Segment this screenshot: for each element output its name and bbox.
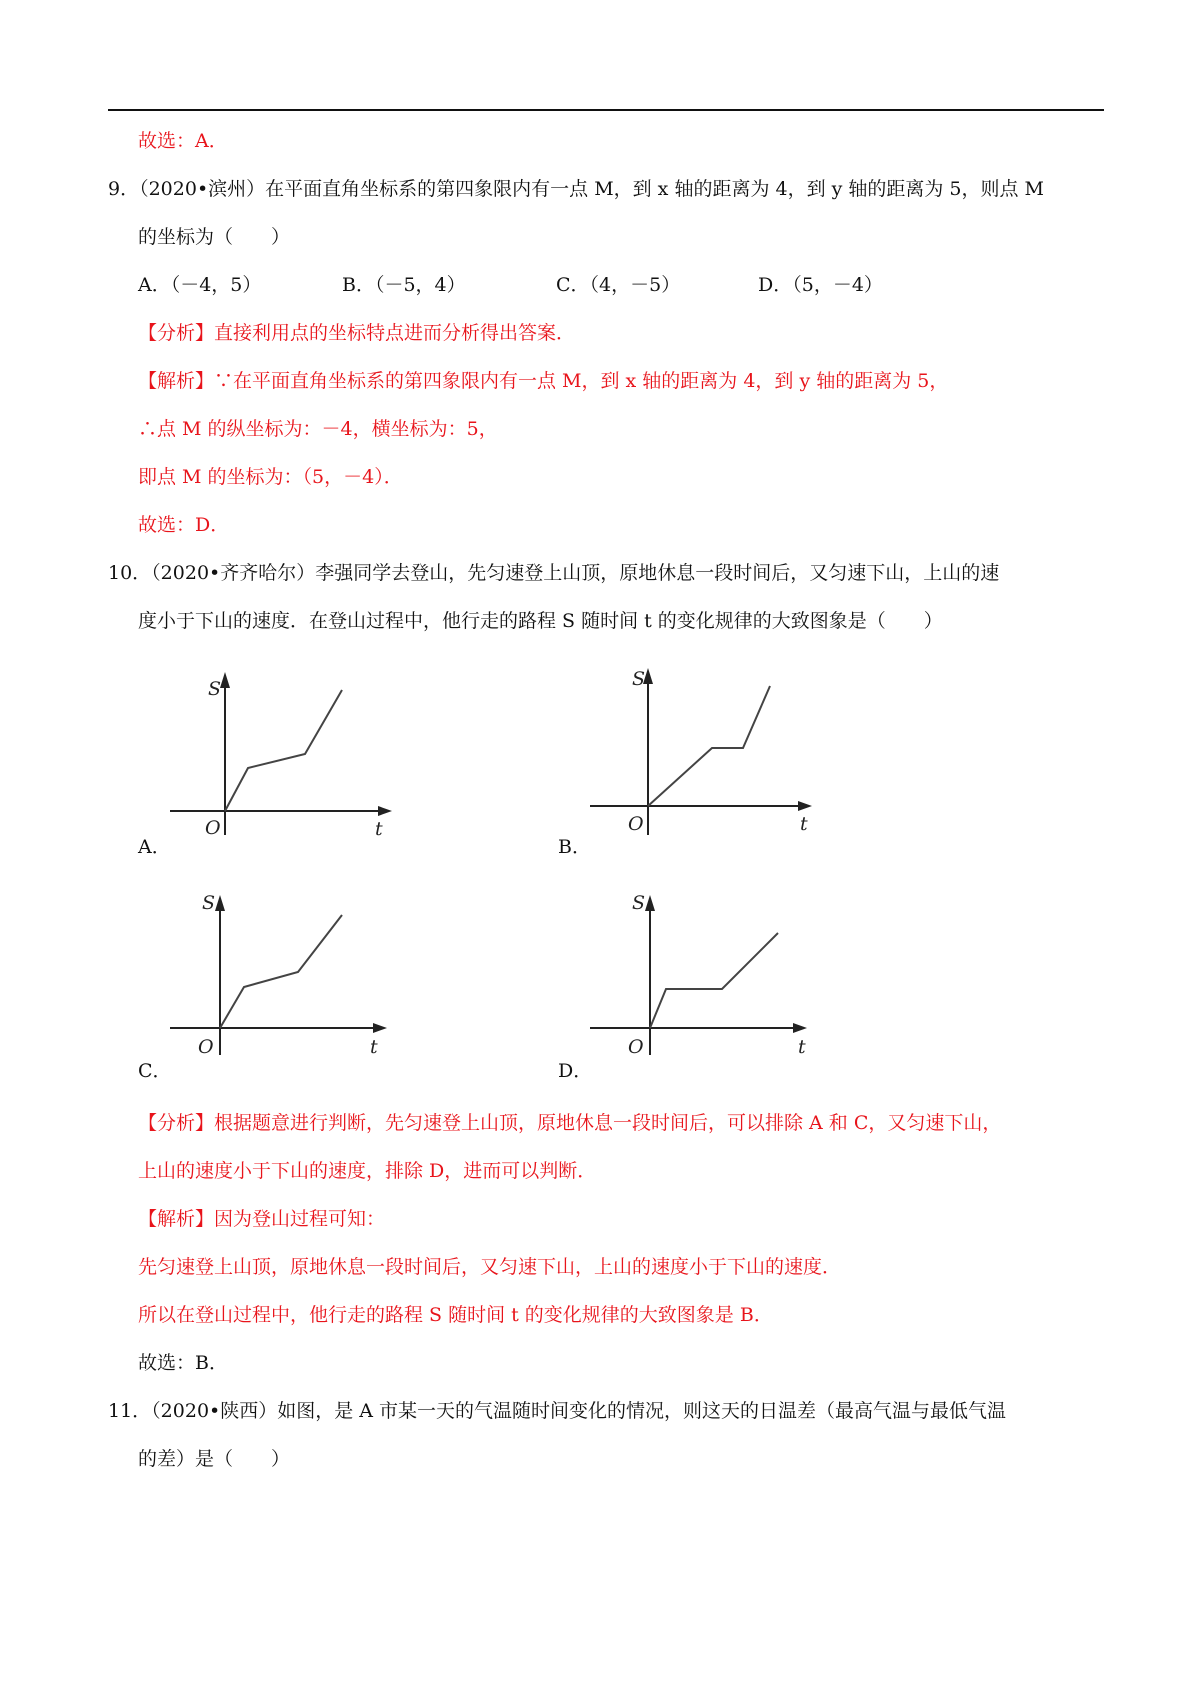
graph-a [170, 660, 410, 850]
q10-solution-line3: 所以在登山过程中，他行走的路程 S 随时间 t 的变化规律的大致图象是 B． [138, 1304, 773, 1326]
graph-a-label: A． [138, 836, 171, 858]
graph-b [590, 660, 830, 850]
q9-solution-line1: 【解析】∵在平面直角坐标系的第四象限内有一点 M，到 x 轴的距离为 4，到 y 轴的距离为 5， [138, 370, 949, 392]
header-rule [108, 109, 1104, 111]
graph-d-x-label: t [798, 1036, 806, 1058]
q10-analysis-line2: 上山的速度小于下山的速度，排除 D，进而可以判断． [138, 1160, 597, 1182]
graph-b-origin: O [628, 813, 644, 835]
graph-a-x-label: t [375, 818, 383, 840]
graph-c [170, 885, 410, 1075]
q10-stem-line1: 10．（2020•齐齐哈尔）李强同学去登山，先匀速登上山顶，原地休息一段时间后，又匀速下山，上山的速 [108, 562, 1000, 584]
q9-option-a: A．（－4，5） [138, 274, 262, 296]
graph-d-label: D． [558, 1060, 593, 1082]
graph-d-origin: O [628, 1036, 644, 1058]
q10-solution-line1: 【解析】因为登山过程可知： [138, 1208, 386, 1230]
graph-c-x-label: t [370, 1036, 378, 1058]
q9-stem-line2: 的坐标为（ ） [138, 226, 291, 248]
graph-c-y-label: S [202, 892, 216, 914]
q11-stem-line1: 11．（2020•陕西）如图，是 A 市某一天的气温随时间变化的情况，则这天的日温差（最高气温与最低气温 [108, 1400, 1007, 1422]
graph-b-y-label: S [632, 668, 646, 690]
q10-answer: 故选：B． [138, 1352, 228, 1374]
q10-stem-line2: 度小于下山的速度．在登山过程中，他行走的路程 S 随时间 t 的变化规律的大致图象是（ ） [138, 610, 943, 632]
q11-stem-line2: 的差）是（ ） [138, 1448, 291, 1470]
q9-option-b: B．（－5，4） [342, 274, 466, 296]
q9-stem-line1: 9．（2020•滨州）在平面直角坐标系的第四象限内有一点 M，到 x 轴的距离为 4，到 y 轴的距离为 5，则点 M [108, 178, 1045, 200]
q8-answer: 故选：A． [138, 130, 228, 152]
graph-c-origin: O [198, 1036, 214, 1058]
graph-b-label: B． [558, 836, 591, 858]
q9-option-d: D．（5，－4） [758, 274, 883, 296]
q9-analysis: 【分析】直接利用点的坐标特点进而分析得出答案． [138, 322, 576, 344]
q9-solution-line2: ∴点 M 的纵坐标为：－4，横坐标为：5， [138, 418, 498, 440]
q9-option-c: C．（4，－5） [556, 274, 681, 296]
graph-c-label: C． [138, 1060, 172, 1082]
graph-b-x-label: t [800, 813, 808, 835]
graph-d-y-label: S [632, 892, 646, 914]
q9-solution-line3: 即点 M 的坐标为：（5，－4）． [138, 466, 403, 488]
graph-a-origin: O [205, 817, 221, 839]
q9-answer: 故选：D． [138, 514, 230, 536]
q10-solution-line2: 先匀速登上山顶，原地休息一段时间后，又匀速下山，上山的速度小于下山的速度． [138, 1256, 842, 1278]
graph-a-y-label: S [208, 678, 222, 700]
graph-d [590, 885, 830, 1075]
q10-analysis-line1: 【分析】根据题意进行判断，先匀速登上山顶，原地休息一段时间后，可以排除 A 和 C，又匀速下山， [138, 1112, 1002, 1134]
